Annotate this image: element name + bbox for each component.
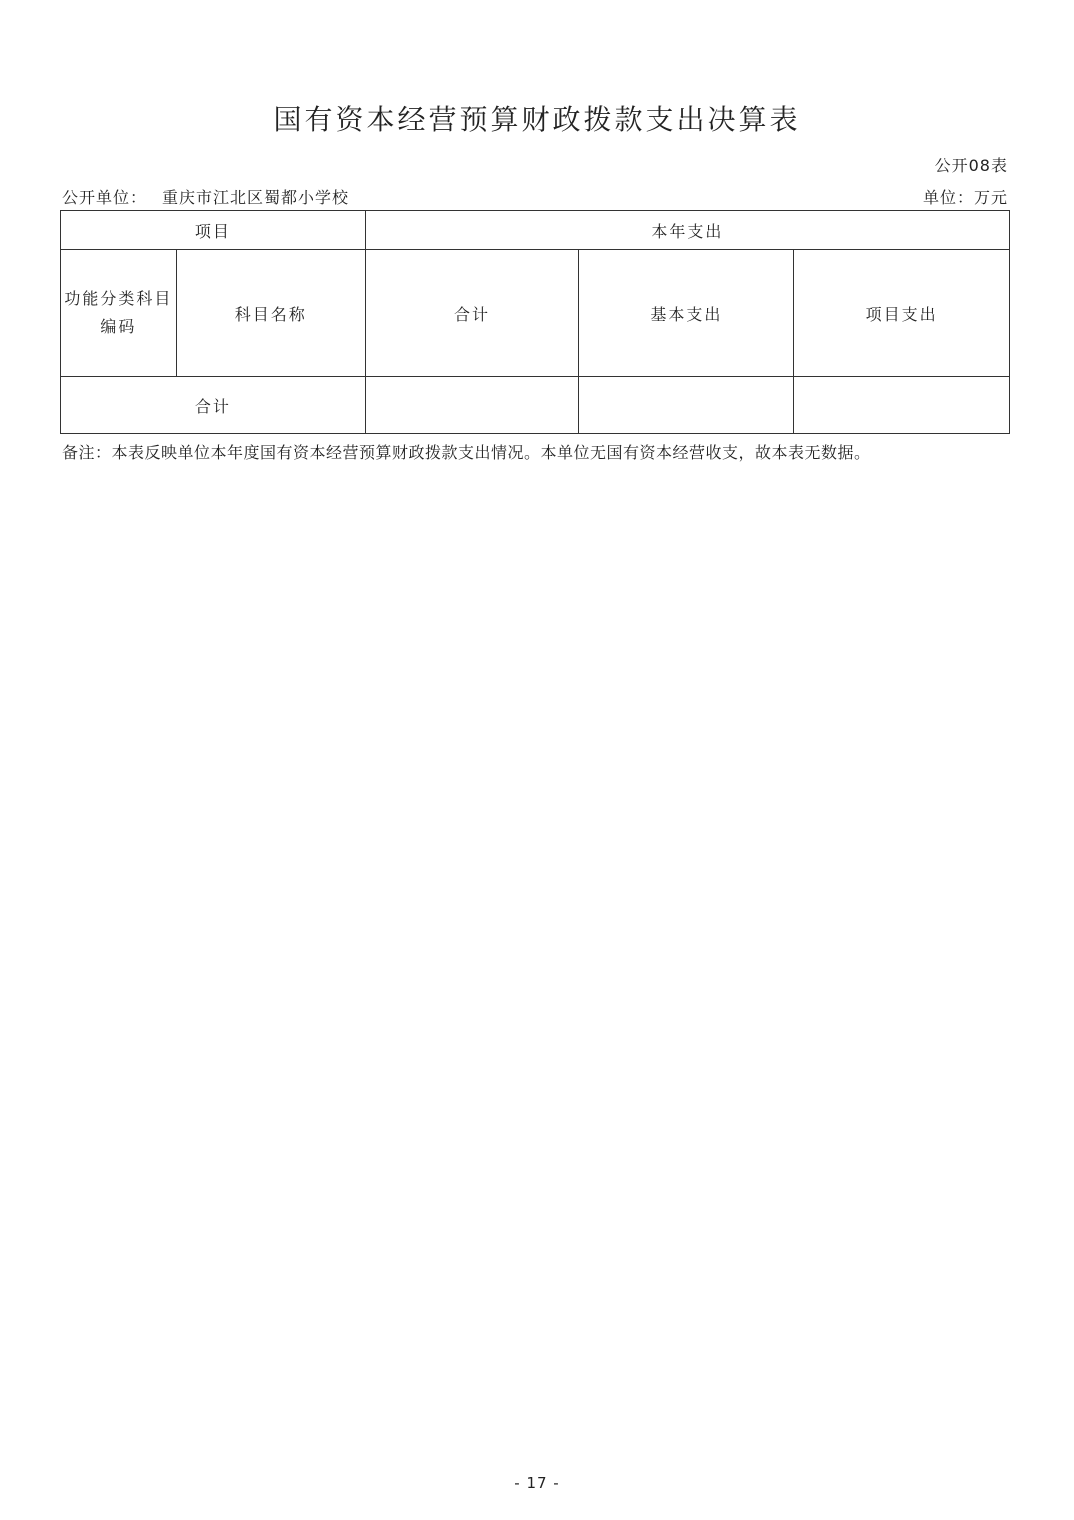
header-subject-name: 科目名称 xyxy=(176,250,365,377)
header-basic-expense: 基本支出 xyxy=(579,250,794,377)
table-subheader-row xyxy=(61,250,1010,377)
header-year-expense: 本年支出 xyxy=(365,211,1009,250)
header-total: 合计 xyxy=(365,250,579,377)
page-title: 国有资本经营预算财政拨款支出决算表 xyxy=(273,103,801,136)
table-code-label: 公开08表 xyxy=(934,156,1008,175)
table-header-row xyxy=(61,211,1010,250)
basic-expense-cell xyxy=(579,377,794,434)
money-unit-label: 单位：万元 xyxy=(922,188,1008,207)
note-text: 备注：本表反映单位本年度国有资本经营预算财政拨款支出情况。本单位无国有资本经营收支，故本表无数据。 xyxy=(62,443,871,462)
total-row-label: 合计 xyxy=(61,377,366,434)
budget-table xyxy=(60,210,1010,434)
header-function-code-line1: 功能分类科目 xyxy=(64,289,173,308)
header-function-code xyxy=(61,250,177,377)
header-function-code-line2: 编码 xyxy=(100,317,137,336)
table-row xyxy=(61,377,1010,434)
project-expense-cell xyxy=(794,377,1010,434)
org-name: 重庆市江北区蜀都小学校 xyxy=(162,188,350,207)
header-project-expense: 项目支出 xyxy=(794,250,1010,377)
total-cell xyxy=(365,377,579,434)
page-number: - 17 - xyxy=(514,1474,560,1492)
org-label: 公开单位： xyxy=(62,188,148,207)
header-item: 项目 xyxy=(61,211,366,250)
